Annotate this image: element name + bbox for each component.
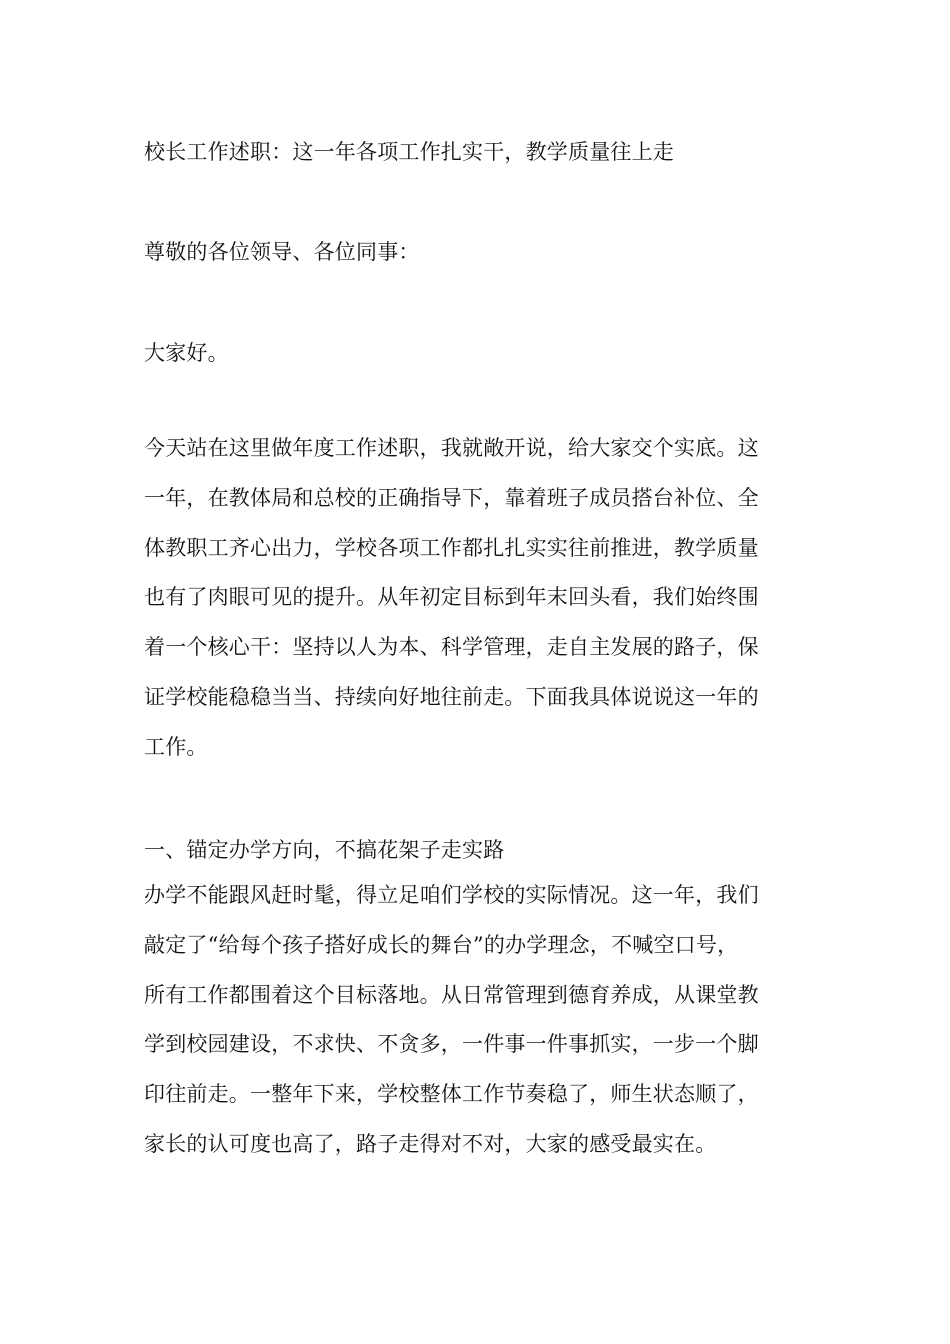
section-heading: 一、锚定办学方向，不搞花架子走实路 [144, 838, 505, 862]
paragraph-line: 学到校园建设，不求快、不贪多，一件事一件事抓实，一步一个脚 [144, 1032, 759, 1057]
paragraph-line: 印往前走。一整年下来，学校整体工作节奏稳了，师生状态顺了， [144, 1082, 759, 1107]
paragraph-line: 体教职工齐心出力，学校各项工作都扎扎实实往前推进，教学质量 [144, 535, 759, 560]
paragraph-line: 今天站在这里做年度工作述职，我就敞开说，给大家交个实底。这 [144, 436, 759, 460]
paragraph-line: 工作。 [144, 734, 208, 759]
intro-paragraph [144, 424, 812, 773]
document-title: 校长工作述职：这一年各项工作扎实干，教学质量往上走 [144, 140, 674, 164]
paragraph-line: 敲定了“给每个孩子搭好成长的舞台”的办学理念，不喊空口号， [144, 932, 739, 957]
greeting: 大家好。 [144, 341, 229, 365]
paragraph-line: 也有了肉眼可见的提升。从年初定目标到年末回头看，我们始终围 [144, 585, 759, 610]
paragraph-line: 一年，在教体局和总校的正确指导下，靠着班子成员搭台补位、全 [144, 485, 759, 510]
paragraph-line: 证学校能稳稳当当、持续向好地往前走。下面我具体说说这一年的 [144, 684, 759, 709]
paragraph-line: 着一个核心干：坚持以人为本、科学管理，走自主发展的路子，保 [144, 635, 759, 660]
paragraph-line: 办学不能跟风赶时髦，得立足咱们学校的实际情况。这一年，我们 [144, 883, 759, 907]
paragraph-line: 家长的认可度也高了，路子走得对不对，大家的感受最实在。 [144, 1131, 717, 1156]
salutation: 尊敬的各位领导、各位同事： [144, 240, 420, 264]
paragraph-line: 所有工作都围着这个目标落地。从日常管理到德育养成，从课堂教 [144, 982, 759, 1007]
section-paragraph [144, 871, 812, 1170]
